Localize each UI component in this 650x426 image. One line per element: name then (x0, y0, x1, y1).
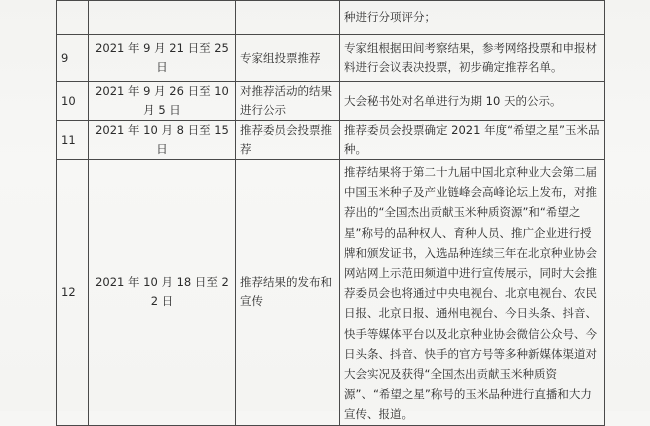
table-row (57, 1, 605, 35)
description-cell: 推荐委员会投票确定 2021 年度“希望之星”玉米品种。 (340, 121, 605, 160)
description-cell: 种进行分项评分； (340, 1, 605, 35)
item-cell: 推荐结果的发布和宣传 (236, 160, 340, 426)
description-cell: 推荐结果将于第二十九届中国北京种业大会第二届中国玉米种子及产业链峰会高峰论坛上发布，对推荐出的“全国杰出贡献玉米种质资源”和“希望之星”称号的品种权人、育种人员、推广企业进行授牌和颁发证书，入选品种连续三年在北京种业协会网站网上示范田频道中进行宣传展示，同时大会推荐委员会也将通过中央电视台、北京电视台、农民日报、北京日报、通州电视台、今日头条、抖音、快手等媒体平台以及北京种业协会微信公众号、今日头条、抖音、快手的官方号等多种新媒体渠道对大会实况及获得“全国杰出贡献玉米种质资源”、“希望之星”称号的玉米品种进行直播和大力宣传、报道。 (340, 160, 605, 426)
schedule-table (56, 0, 605, 426)
item-cell: 推荐委员会投票推荐 (236, 121, 340, 160)
row-number-cell: 11 (57, 121, 89, 160)
date-cell: 2021 年 9 月 26 日至 10 月 5 日 (89, 82, 236, 121)
row-number-cell (57, 1, 89, 35)
description-cell: 专家组根据田间考察结果，参考网络投票和申报材料进行会议表决投票，初步确定推荐名单。 (340, 35, 605, 82)
date-cell: 2021 年 10 月 18 日至 22 日 (89, 160, 236, 426)
table-row (57, 160, 605, 426)
date-cell: 2021 年 10 月 8 日至 15 日 (89, 121, 236, 160)
item-cell (236, 1, 340, 35)
row-number-cell: 10 (57, 82, 89, 121)
date-cell (89, 1, 236, 35)
row-number-cell: 9 (57, 35, 89, 82)
item-cell: 专家组投票推荐 (236, 35, 340, 82)
table-row (57, 121, 605, 160)
description-cell: 大会秘书处对名单进行为期 10 天的公示。 (340, 82, 605, 121)
row-number-cell: 12 (57, 160, 89, 426)
table-row (57, 82, 605, 121)
table-row (57, 35, 605, 82)
date-cell: 2021 年 9 月 21 日至 25 日 (89, 35, 236, 82)
item-cell: 对推荐活动的结果进行公示 (236, 82, 340, 121)
